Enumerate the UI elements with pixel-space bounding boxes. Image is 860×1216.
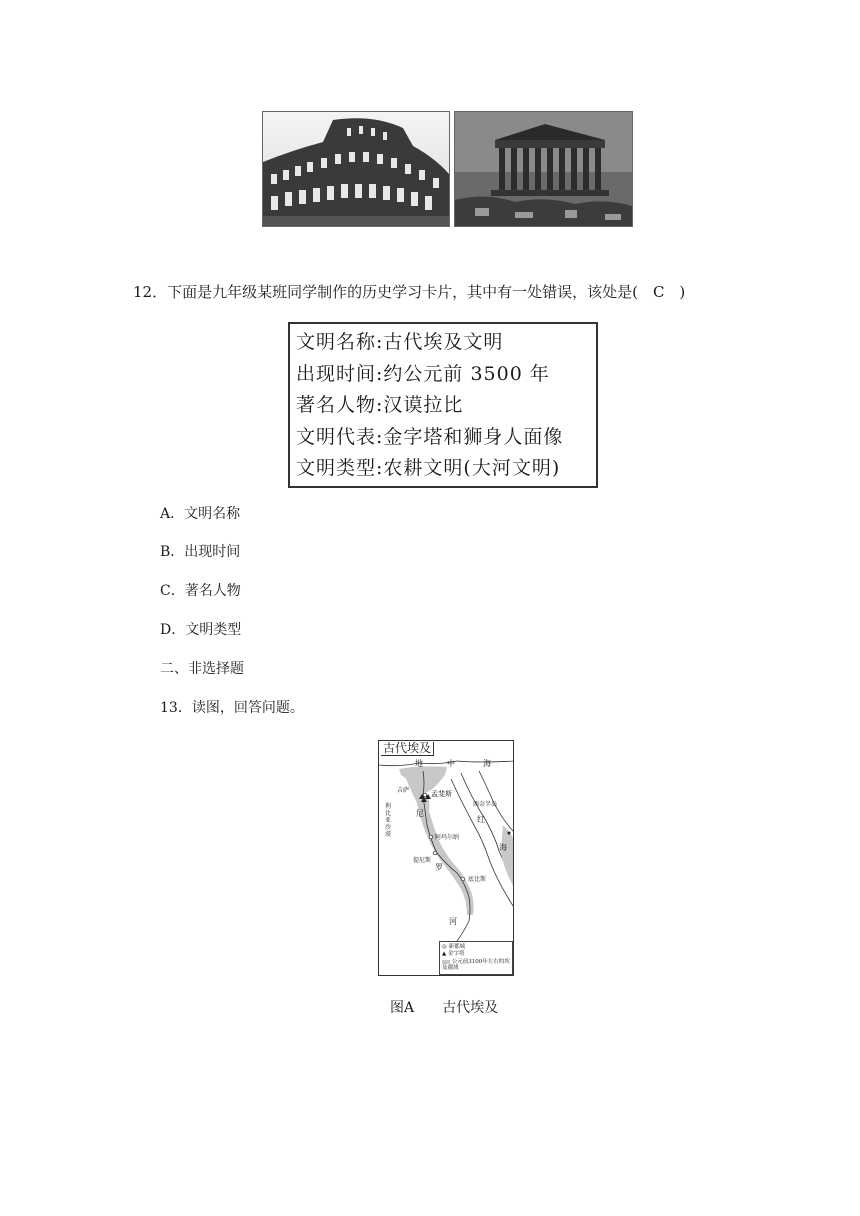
legend-row-pyramid xyxy=(442,951,465,957)
map-label-nile-ni: 尼 xyxy=(416,809,424,818)
map-label-nile-he: 河 xyxy=(449,917,457,926)
map-label-red-hai: 海 xyxy=(499,843,507,852)
map-label-sinai: 西奈半岛 xyxy=(473,801,498,808)
card-label: 著名人物 xyxy=(296,394,377,416)
legend-label: 金字塔 xyxy=(447,951,465,957)
territory-swatch-icon xyxy=(442,960,450,964)
map-label-amarna: 阿玛尔纳 xyxy=(435,834,460,841)
legend-row-territory xyxy=(442,959,510,971)
card-value: 汉谟拉比 xyxy=(383,394,464,416)
card-value: 约公元前 3500 年 xyxy=(383,362,550,385)
map-label-sea-zhong: 中 xyxy=(447,759,455,768)
map-label-sea-hai: 海 xyxy=(483,759,491,768)
figure-caption: 图A 古代埃及 xyxy=(390,1000,499,1016)
card-row-representative: 文明代表:金字塔和狮身人面像 xyxy=(296,425,564,448)
section-heading: 二、非选择题 xyxy=(160,661,244,677)
map-label-giza: 吉萨 xyxy=(397,787,410,794)
card-row-name: 文明名称:古代埃及文明 xyxy=(296,331,504,353)
map-label-memphis: 孟斐斯 xyxy=(431,790,452,798)
map-label-thebes: 底比斯 xyxy=(468,876,487,883)
option-a: A．文明名称 xyxy=(160,506,241,522)
card-value: 农耕文明(大河文明) xyxy=(383,457,561,479)
card-row-type: 文明类型:农耕文明(大河文明) xyxy=(296,457,561,479)
question-12-text: 12．下面是九年级某班同学制作的历史学习卡片，其中有一处错误，该处是( C ) xyxy=(133,283,686,301)
map-label-nile-luo: 罗 xyxy=(435,863,443,872)
map-legend xyxy=(439,941,513,975)
map-label-thinis: 提尼斯 xyxy=(413,857,432,864)
history-study-card xyxy=(288,322,598,488)
legend-label: 新都城 xyxy=(448,944,466,950)
option-b: B．出现时间 xyxy=(160,544,241,560)
map-label-libya: 利比亚沙漠 xyxy=(385,803,392,838)
map-label-red-hong: 红 xyxy=(477,815,485,824)
card-label: 出现时间 xyxy=(296,362,377,385)
legend-row-capital xyxy=(442,944,465,950)
option-c: C．著名人物 xyxy=(160,583,241,599)
card-label: 文明代表 xyxy=(296,425,377,448)
question-13-text: 13．读图，回答问题。 xyxy=(160,700,304,716)
pyramid-marker-icon: ▲ xyxy=(442,951,447,957)
parthenon-photo xyxy=(454,111,633,227)
map-label-sea-di: 地 xyxy=(415,759,423,768)
card-row-person: 著名人物:汉谟拉比 xyxy=(296,394,464,416)
option-d: D．文明类型 xyxy=(160,622,242,638)
card-label: 文明名称 xyxy=(296,331,377,353)
card-value: 古代埃及文明 xyxy=(383,331,504,353)
card-value: 金字塔和狮身人面像 xyxy=(383,425,564,448)
colosseum-photo xyxy=(262,111,450,227)
legend-label: 公元前3100年左右的埃及疆域 xyxy=(442,959,510,971)
map-title: 古代埃及 xyxy=(381,742,434,756)
ancient-egypt-map xyxy=(378,740,514,976)
card-row-time: 出现时间:约公元前 3500 年 xyxy=(296,362,550,385)
capital-marker-icon: ◎ xyxy=(442,944,447,950)
card-label: 文明类型 xyxy=(296,457,377,479)
